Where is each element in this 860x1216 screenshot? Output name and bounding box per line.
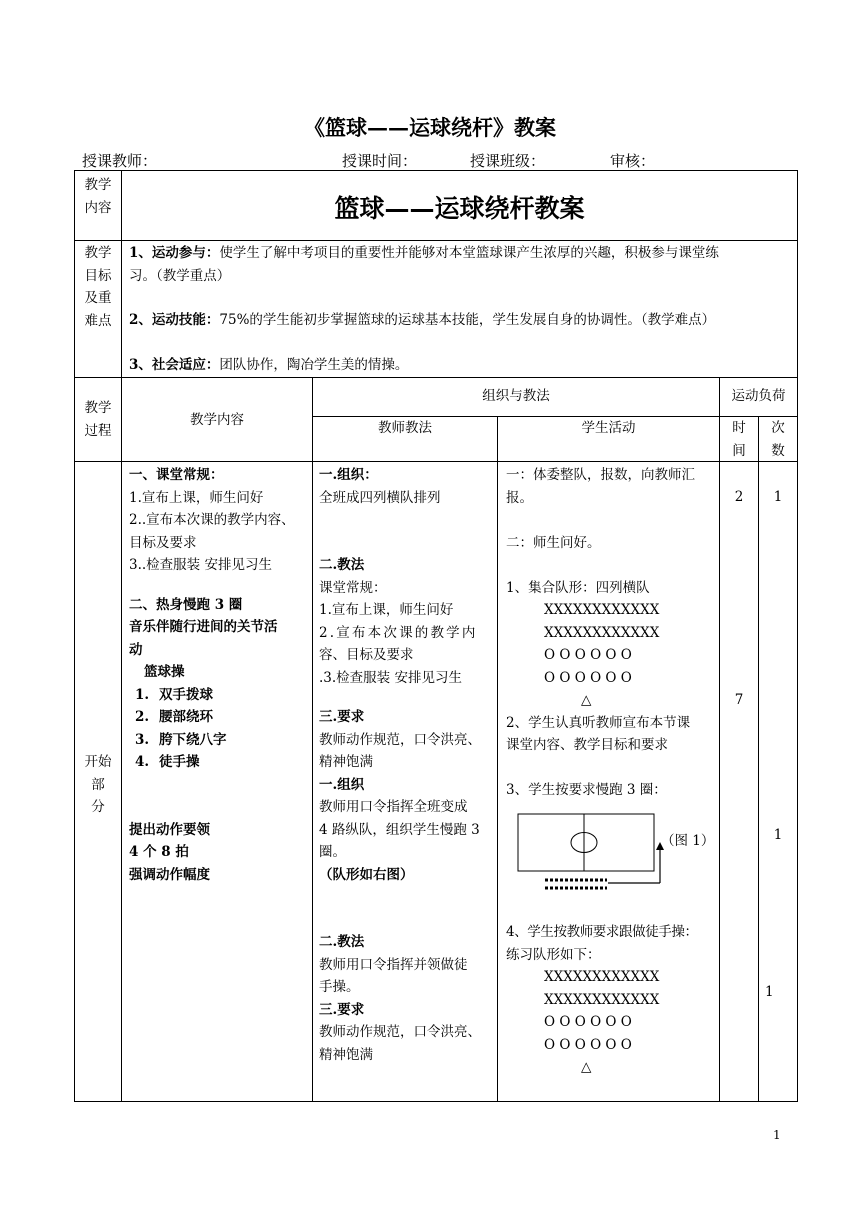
student-activity-bottom: 4、学生按教师要求跟做徒手操： 练习队形如下： XXXXXXXXXXXX XXXXXXXXXXXX O O O O O O O O O O O O △ <box>506 921 718 1079</box>
header-time: 授课时间： <box>342 152 418 170</box>
header-org: 组织与教法 <box>482 388 550 404</box>
label-start-section: 开始 部 分 <box>84 754 112 815</box>
formation-row: XXXXXXXXXXXX <box>544 991 660 1008</box>
header-content: 教学内容 <box>190 412 244 428</box>
header-class: 授课班级： <box>470 152 546 170</box>
formation-row: O O O O O O <box>544 669 632 686</box>
header-time: 时 间 <box>732 420 746 459</box>
count-value: 1 <box>773 827 783 843</box>
goal-3: 3、社会适应：团队协作，陶冶学生美的情操。 <box>129 357 409 373</box>
court-diagram <box>517 813 667 902</box>
time-value: 2 <box>734 489 744 505</box>
label-goals: 教学 目标 及重 难点 <box>84 245 112 329</box>
header-count: 次 数 <box>771 420 785 459</box>
formation-row: XXXXXXXXXXXX <box>544 624 660 641</box>
content-title: 篮球——运球绕杆教案 <box>334 194 585 223</box>
teacher-position-mark: △ <box>581 692 592 708</box>
figure-label: （图 1） <box>661 833 715 849</box>
start-content: 一、课堂常规： 1.宣布上课，师生问好 2..宣布本次课的教学内容、 目标及要求 3..检查服装 安排见习生 二、热身慢跑 3 圈 音乐伴随行进间的关节活 动 篮球操 1. 双手拨球 2. 腰部绕环 3. 胯下绕八字 4. 徒手操 提出动作要领 4 个 8 拍 强调动作幅度 <box>129 467 295 883</box>
goal-1: 1、运动参与：使学生了解中考项目的重要性并能够对本堂篮球课产生浓厚的兴趣，积极参与课堂练 习。（教学重点） <box>129 245 719 284</box>
student-activity-top: 一：体委整队，报数，向教师汇 报。 二：师生问好。 1、集合队形：四列横队 XXXXXXXXXXXX XXXXXXXXXXXX O O O O O O O O O O O O △ 2、学生认真听教师宣布本节课 课堂内容、教学目标和要求 3、学生按要求慢跑 3 圈： <box>506 464 716 802</box>
start-teacher-method: 一.组织： 全班成四列横队排列 二.教法 课堂常规： 1.宣布上课，师生问好 2.宣布本次课的教学内 容、目标及要求 .3.检查服装 安排见习生 三.要求 教师动作规范，口令洪亮、 精神饱满 一.组织 教师用口令指挥全班变成 4 路纵队，组织学生慢跑 3 圈。 （队形如右图） 二.教法 教师用口令指挥并领做徒 手操。 三.要求 教师动作规范，口令洪亮、 精神饱满 <box>319 467 481 1063</box>
document-title: 《篮球——运球绕杆》教案 <box>304 115 556 140</box>
count-value: 1 <box>773 489 783 505</box>
header-review: 审核： <box>610 152 656 170</box>
header-teacher-method: 教师教法 <box>378 420 432 436</box>
formation-row: XXXXXXXXXXXX <box>544 602 660 618</box>
count-value: 1 <box>765 984 774 1000</box>
header-student-activity: 学生活动 <box>581 420 636 436</box>
goal-2: 2、运动技能：75%的学生能初步掌握篮球的运球基本技能，学生发展自身的协调性。（教学难点） <box>129 312 716 328</box>
header-load: 运动负荷 <box>731 388 786 404</box>
teacher-position-mark: △ <box>581 1059 592 1075</box>
formation-row: O O O O O O <box>544 1036 632 1053</box>
page-number: 1 <box>773 1128 781 1142</box>
formation-row: XXXXXXXXXXXX <box>544 969 660 985</box>
time-value: 7 <box>734 692 744 708</box>
header-process: 教学 过程 <box>84 400 112 439</box>
formation-row: O O O O O O <box>544 1014 632 1030</box>
label-teaching-content: 教学 内容 <box>84 177 112 216</box>
header-teacher: 授课教师： <box>82 152 158 170</box>
formation-row: O O O O O O <box>544 647 632 663</box>
